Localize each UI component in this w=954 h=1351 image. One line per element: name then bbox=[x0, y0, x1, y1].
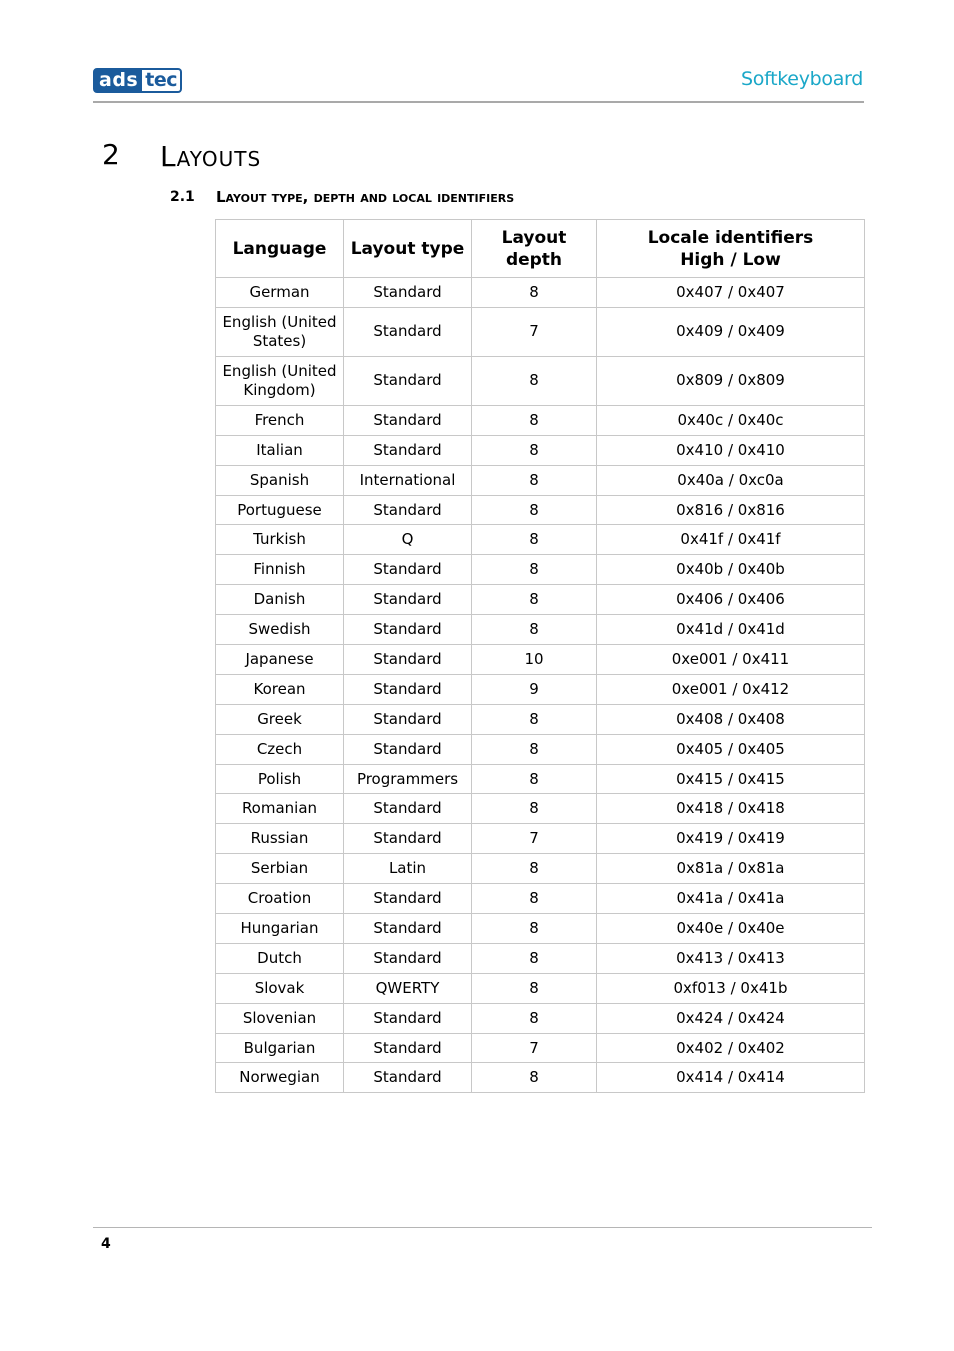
cell-language: Spanish bbox=[216, 465, 344, 495]
table-row bbox=[216, 405, 865, 435]
section-title: Layout type, depth and local identifiers bbox=[216, 188, 515, 206]
header-layout-depth-line1: Layout bbox=[501, 227, 567, 248]
layouts-table bbox=[215, 219, 865, 1093]
cell-layout-depth: 7 bbox=[472, 824, 597, 854]
logo-text-tec: tec bbox=[142, 68, 182, 93]
cell-layout-depth: 8 bbox=[472, 854, 597, 884]
cell-locale-identifiers: 0x414 / 0x414 bbox=[597, 1063, 865, 1093]
cell-layout-type: Standard bbox=[344, 356, 472, 405]
cell-language: Slovenian bbox=[216, 1003, 344, 1033]
cell-locale-identifiers: 0x408 / 0x408 bbox=[597, 704, 865, 734]
table-row bbox=[216, 495, 865, 525]
ads-tec-logo bbox=[93, 68, 177, 93]
cell-locale-identifiers: 0x40b / 0x40b bbox=[597, 555, 865, 585]
cell-layout-type: Standard bbox=[344, 734, 472, 764]
table-row bbox=[216, 356, 865, 405]
cell-layout-type: Standard bbox=[344, 278, 472, 308]
cell-language: Dutch bbox=[216, 943, 344, 973]
table-row bbox=[216, 674, 865, 704]
cell-layout-depth: 8 bbox=[472, 495, 597, 525]
cell-locale-identifiers: 0x41d / 0x41d bbox=[597, 615, 865, 645]
cell-layout-type: Standard bbox=[344, 1033, 472, 1063]
cell-language: English (United States) bbox=[216, 307, 344, 356]
table-row bbox=[216, 973, 865, 1003]
chapter-number: 2 bbox=[102, 138, 120, 171]
cell-language: Greek bbox=[216, 704, 344, 734]
table-header-row bbox=[216, 220, 865, 278]
header-locale-line1: Locale identifiers bbox=[647, 227, 814, 248]
cell-layout-depth: 8 bbox=[472, 555, 597, 585]
cell-language: Polish bbox=[216, 764, 344, 794]
cell-layout-depth: 8 bbox=[472, 435, 597, 465]
cell-layout-type: Standard bbox=[344, 405, 472, 435]
section-number: 2.1 bbox=[170, 189, 195, 205]
cell-layout-depth: 8 bbox=[472, 914, 597, 944]
cell-language: Norwegian bbox=[216, 1063, 344, 1093]
cell-layout-type: Standard bbox=[344, 585, 472, 615]
header-layout-type: Layout type bbox=[344, 220, 472, 278]
cell-language: Italian bbox=[216, 435, 344, 465]
cell-locale-identifiers: 0x41a / 0x41a bbox=[597, 884, 865, 914]
cell-locale-identifiers: 0x407 / 0x407 bbox=[597, 278, 865, 308]
cell-layout-type: Latin bbox=[344, 854, 472, 884]
header-layout-depth-line2: depth bbox=[505, 249, 563, 270]
cell-layout-type: Standard bbox=[344, 495, 472, 525]
chapter-title: Layouts bbox=[160, 140, 262, 173]
cell-layout-depth: 8 bbox=[472, 943, 597, 973]
table-row bbox=[216, 555, 865, 585]
cell-layout-depth: 8 bbox=[472, 356, 597, 405]
cell-locale-identifiers: 0x40a / 0xc0a bbox=[597, 465, 865, 495]
cell-locale-identifiers: 0x406 / 0x406 bbox=[597, 585, 865, 615]
cell-locale-identifiers: 0x809 / 0x809 bbox=[597, 356, 865, 405]
cell-locale-identifiers: 0x405 / 0x405 bbox=[597, 734, 865, 764]
cell-layout-type: Standard bbox=[344, 1063, 472, 1093]
cell-locale-identifiers: 0x410 / 0x410 bbox=[597, 435, 865, 465]
table-row bbox=[216, 824, 865, 854]
cell-layout-depth: 7 bbox=[472, 307, 597, 356]
cell-locale-identifiers: 0x40c / 0x40c bbox=[597, 405, 865, 435]
table-row bbox=[216, 914, 865, 944]
cell-layout-depth: 8 bbox=[472, 704, 597, 734]
cell-language: Russian bbox=[216, 824, 344, 854]
table-row bbox=[216, 854, 865, 884]
cell-layout-type: Standard bbox=[344, 435, 472, 465]
table-row bbox=[216, 525, 865, 555]
cell-locale-identifiers: 0x424 / 0x424 bbox=[597, 1003, 865, 1033]
cell-layout-depth: 8 bbox=[472, 764, 597, 794]
header-locale-identifiers bbox=[597, 220, 865, 278]
table-row bbox=[216, 585, 865, 615]
cell-locale-identifiers: 0xe001 / 0x412 bbox=[597, 674, 865, 704]
cell-locale-identifiers: 0x415 / 0x415 bbox=[597, 764, 865, 794]
cell-language: Swedish bbox=[216, 615, 344, 645]
cell-layout-type: Standard bbox=[344, 824, 472, 854]
cell-locale-identifiers: 0xe001 / 0x411 bbox=[597, 645, 865, 675]
table-row bbox=[216, 465, 865, 495]
cell-layout-type: Standard bbox=[344, 1003, 472, 1033]
cell-language: Portuguese bbox=[216, 495, 344, 525]
cell-layout-type: Standard bbox=[344, 307, 472, 356]
table-row bbox=[216, 794, 865, 824]
cell-layout-type: Standard bbox=[344, 615, 472, 645]
cell-language: Turkish bbox=[216, 525, 344, 555]
cell-layout-depth: 8 bbox=[472, 615, 597, 645]
cell-layout-type: Standard bbox=[344, 914, 472, 944]
logo-text-ads: ads bbox=[93, 68, 142, 93]
table-row bbox=[216, 645, 865, 675]
cell-layout-type: Standard bbox=[344, 884, 472, 914]
page-number: 4 bbox=[101, 1236, 111, 1252]
cell-language: Danish bbox=[216, 585, 344, 615]
cell-layout-depth: 8 bbox=[472, 734, 597, 764]
cell-language: German bbox=[216, 278, 344, 308]
cell-layout-depth: 8 bbox=[472, 884, 597, 914]
cell-locale-identifiers: 0x81a / 0x81a bbox=[597, 854, 865, 884]
cell-language: Romanian bbox=[216, 794, 344, 824]
cell-language: Slovak bbox=[216, 973, 344, 1003]
table-row bbox=[216, 307, 865, 356]
header-divider bbox=[93, 101, 864, 103]
cell-layout-depth: 8 bbox=[472, 465, 597, 495]
table-row bbox=[216, 764, 865, 794]
cell-language: French bbox=[216, 405, 344, 435]
cell-language: English (United Kingdom) bbox=[216, 356, 344, 405]
cell-layout-depth: 8 bbox=[472, 525, 597, 555]
document-title: Softkeyboard bbox=[740, 68, 863, 90]
table-body bbox=[216, 278, 865, 1093]
cell-layout-depth: 8 bbox=[472, 278, 597, 308]
table-row bbox=[216, 943, 865, 973]
cell-language: Czech bbox=[216, 734, 344, 764]
header-layout-depth bbox=[472, 220, 597, 278]
cell-locale-identifiers: 0x413 / 0x413 bbox=[597, 943, 865, 973]
cell-layout-type: International bbox=[344, 465, 472, 495]
section-heading bbox=[170, 188, 515, 206]
cell-layout-type: Standard bbox=[344, 704, 472, 734]
cell-layout-depth: 8 bbox=[472, 405, 597, 435]
cell-layout-depth: 7 bbox=[472, 1033, 597, 1063]
cell-layout-type: Q bbox=[344, 525, 472, 555]
cell-layout-depth: 9 bbox=[472, 674, 597, 704]
table-row bbox=[216, 278, 865, 308]
cell-language: Bulgarian bbox=[216, 1033, 344, 1063]
footer-divider bbox=[93, 1227, 872, 1228]
cell-language: Hungarian bbox=[216, 914, 344, 944]
cell-locale-identifiers: 0xf013 / 0x41b bbox=[597, 973, 865, 1003]
cell-locale-identifiers: 0x816 / 0x816 bbox=[597, 495, 865, 525]
cell-locale-identifiers: 0x40e / 0x40e bbox=[597, 914, 865, 944]
cell-layout-type: Programmers bbox=[344, 764, 472, 794]
header-locale-line2: High / Low bbox=[680, 249, 781, 270]
cell-layout-type: Standard bbox=[344, 943, 472, 973]
table-row bbox=[216, 704, 865, 734]
cell-layout-type: Standard bbox=[344, 555, 472, 585]
header-language: Language bbox=[216, 220, 344, 278]
cell-language: Serbian bbox=[216, 854, 344, 884]
cell-language: Croation bbox=[216, 884, 344, 914]
cell-layout-type: Standard bbox=[344, 645, 472, 675]
table-row bbox=[216, 615, 865, 645]
table-row bbox=[216, 1003, 865, 1033]
table-row bbox=[216, 734, 865, 764]
cell-language: Japanese bbox=[216, 645, 344, 675]
cell-layout-type: QWERTY bbox=[344, 973, 472, 1003]
cell-layout-depth: 8 bbox=[472, 794, 597, 824]
cell-layout-type: Standard bbox=[344, 794, 472, 824]
cell-locale-identifiers: 0x402 / 0x402 bbox=[597, 1033, 865, 1063]
cell-locale-identifiers: 0x409 / 0x409 bbox=[597, 307, 865, 356]
cell-locale-identifiers: 0x418 / 0x418 bbox=[597, 794, 865, 824]
cell-layout-depth: 10 bbox=[472, 645, 597, 675]
cell-language: Korean bbox=[216, 674, 344, 704]
cell-layout-depth: 8 bbox=[472, 1003, 597, 1033]
cell-layout-depth: 8 bbox=[472, 973, 597, 1003]
cell-layout-depth: 8 bbox=[472, 1063, 597, 1093]
table-row bbox=[216, 435, 865, 465]
table-row bbox=[216, 1033, 865, 1063]
cell-language: Finnish bbox=[216, 555, 344, 585]
cell-layout-depth: 8 bbox=[472, 585, 597, 615]
table-row bbox=[216, 884, 865, 914]
cell-locale-identifiers: 0x419 / 0x419 bbox=[597, 824, 865, 854]
cell-layout-type: Standard bbox=[344, 674, 472, 704]
table-row bbox=[216, 1063, 865, 1093]
cell-locale-identifiers: 0x41f / 0x41f bbox=[597, 525, 865, 555]
